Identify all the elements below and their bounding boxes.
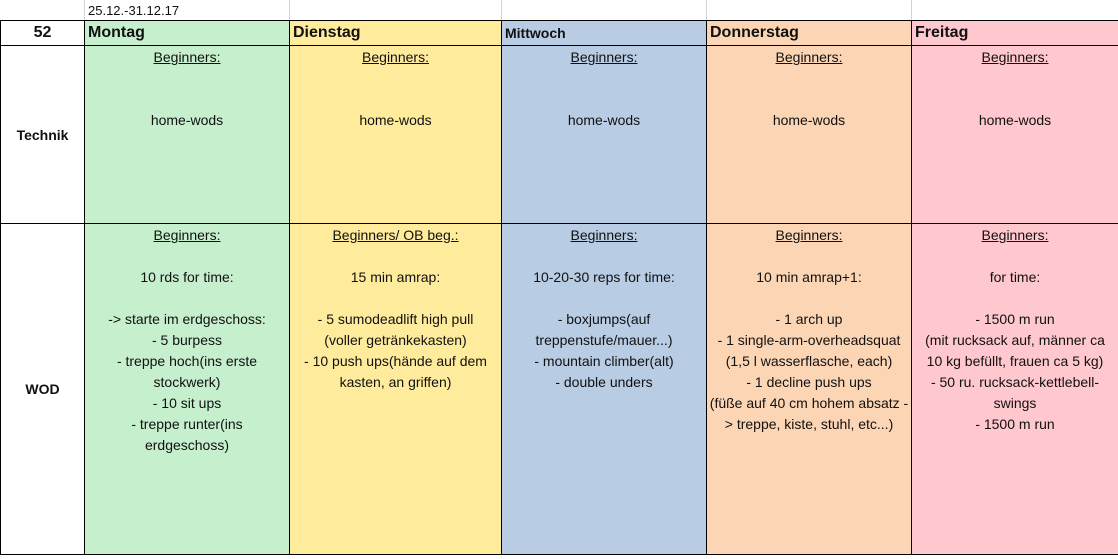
blank-line bbox=[290, 89, 501, 110]
blank-line bbox=[290, 68, 501, 89]
cell-text-line: - 10 sit ups bbox=[152, 395, 222, 411]
cell-text-line: (voller getränkekasten) bbox=[324, 332, 467, 348]
cell-text-line: > treppe, kiste, stuhl, etc...) bbox=[724, 416, 894, 432]
header-montag[interactable] bbox=[85, 21, 290, 46]
cell-title: Beginners: bbox=[981, 227, 1049, 243]
blank-line bbox=[502, 288, 706, 309]
day-label: Freitag bbox=[915, 24, 969, 41]
blank-line bbox=[707, 288, 911, 309]
row-label-wod[interactable] bbox=[1, 224, 85, 555]
row-label: Technik bbox=[16, 126, 69, 143]
cell-title: Beginners: bbox=[570, 227, 638, 243]
blank-line bbox=[502, 68, 706, 89]
header-freitag[interactable] bbox=[912, 21, 1118, 46]
cell-title: Beginners: bbox=[775, 227, 843, 243]
blank-line bbox=[707, 89, 911, 110]
cell-text-line: 10 rds for time: bbox=[140, 269, 234, 285]
blank-line bbox=[912, 68, 1118, 89]
technik-dienstag-cell[interactable] bbox=[290, 46, 502, 224]
cell-text-line: - 5 burpess bbox=[151, 332, 223, 348]
header-dienstag[interactable] bbox=[290, 21, 502, 46]
cell-text-line: 10 min amrap+1: bbox=[756, 269, 862, 285]
blank-line bbox=[85, 68, 289, 89]
cell-text-line: (1,5 l wasserflasche, each) bbox=[725, 353, 893, 369]
technik-freitag-cell[interactable] bbox=[912, 46, 1118, 224]
wod-mittwoch-cell[interactable] bbox=[502, 224, 707, 555]
header-donnerstag[interactable] bbox=[707, 21, 912, 46]
cell-text-line: - treppe runter(ins bbox=[131, 416, 243, 432]
blank-line bbox=[502, 246, 706, 267]
cell-text-line: stockwerk) bbox=[153, 374, 221, 390]
technik-donnerstag-cell[interactable] bbox=[707, 46, 912, 224]
cell-text-line: home-wods bbox=[567, 112, 641, 128]
date-range-cell[interactable] bbox=[85, 0, 290, 21]
week-number: 52 bbox=[33, 24, 52, 41]
day-label: Dienstag bbox=[293, 24, 361, 41]
blank-line bbox=[85, 89, 289, 110]
cell-text-line: - double unders bbox=[555, 374, 653, 390]
header-mittwoch[interactable] bbox=[502, 21, 707, 46]
cell-text-line: -> starte im erdgeschoss: bbox=[108, 311, 266, 327]
blank-line bbox=[85, 288, 289, 309]
technik-montag-cell[interactable] bbox=[85, 46, 290, 224]
blank-line bbox=[290, 288, 501, 309]
cell-title: Beginners: bbox=[153, 49, 221, 65]
cell-text-line: (füße auf 40 cm hohem absatz - bbox=[709, 395, 909, 411]
blank-line bbox=[912, 246, 1118, 267]
empty-cell[interactable] bbox=[290, 0, 502, 21]
blank-line bbox=[707, 68, 911, 89]
cell-text-line: - 50 ru. rucksack-kettlebell- bbox=[930, 374, 1100, 390]
blank-line bbox=[707, 246, 911, 267]
day-label: Mittwoch bbox=[505, 25, 566, 41]
cell-text-line: - 1 arch up bbox=[775, 311, 843, 327]
empty-cell[interactable] bbox=[502, 0, 707, 21]
cell-text-line: kasten, an griffen) bbox=[339, 374, 452, 390]
cell-text-line: (mit rucksack auf, männer ca bbox=[925, 332, 1105, 348]
cell-text-line: for time: bbox=[989, 269, 1041, 285]
cell-title: Beginners: bbox=[981, 49, 1049, 65]
cell-text-line: - 1500 m run bbox=[975, 416, 1055, 432]
cell-text-line: 10-20-30 reps for time: bbox=[533, 269, 675, 285]
cell-title: Beginners: bbox=[153, 227, 221, 243]
day-label: Donnerstag bbox=[710, 24, 799, 41]
cell-text-line: 15 min amrap: bbox=[350, 269, 441, 285]
row-label: WOD bbox=[25, 381, 60, 397]
week-number-cell[interactable] bbox=[1, 21, 85, 46]
blank-line bbox=[912, 288, 1118, 309]
cell-text-line: - 10 push ups(hände auf dem bbox=[304, 353, 487, 369]
cell-text-line: - treppe hoch(ins erste bbox=[116, 353, 258, 369]
cell-text-line: home-wods bbox=[150, 112, 224, 128]
cell-text-line: - 1 decline push ups bbox=[746, 374, 872, 390]
cell-text-line: home-wods bbox=[772, 112, 846, 128]
cell-text-line: 10 kg befüllt, frauen ca 5 kg) bbox=[926, 353, 1104, 369]
cell-text-line: swings bbox=[993, 395, 1037, 411]
wod-montag-cell[interactable] bbox=[85, 224, 290, 555]
cell-text-line: - 1 single-arm-overheadsquat bbox=[717, 332, 901, 348]
cell-text-line: - 1500 m run bbox=[975, 311, 1055, 327]
cell-text-line: treppenstufe/mauer...) bbox=[535, 332, 673, 348]
wod-dienstag-cell[interactable] bbox=[290, 224, 502, 555]
cell-title: Beginners/ OB beg.: bbox=[332, 227, 459, 243]
cell-text-line: - boxjumps(auf bbox=[557, 311, 651, 327]
technik-mittwoch-cell[interactable] bbox=[502, 46, 707, 224]
cell-text-line: home-wods bbox=[978, 112, 1052, 128]
cell-text-line: - mountain climber(alt) bbox=[534, 353, 674, 369]
cell-title: Beginners: bbox=[362, 49, 429, 65]
blank-line bbox=[502, 89, 706, 110]
empty-cell[interactable] bbox=[912, 0, 1118, 21]
corner-empty-cell[interactable] bbox=[1, 0, 85, 21]
wod-freitag-cell[interactable] bbox=[912, 224, 1118, 555]
cell-title: Beginners: bbox=[775, 49, 843, 65]
empty-cell[interactable] bbox=[707, 0, 912, 21]
blank-line bbox=[290, 246, 501, 267]
blank-line bbox=[85, 246, 289, 267]
row-label-technik[interactable] bbox=[1, 46, 85, 224]
cell-title: Beginners: bbox=[570, 49, 638, 65]
cell-text-line: home-wods bbox=[359, 112, 432, 128]
wod-donnerstag-cell[interactable] bbox=[707, 224, 912, 555]
date-range: 25.12.-31.12.17 bbox=[88, 2, 180, 18]
day-label: Montag bbox=[88, 24, 145, 41]
cell-text-line: erdgeschoss) bbox=[144, 437, 230, 453]
cell-text-line: - 5 sumodeadlift high pull bbox=[317, 311, 474, 327]
blank-line bbox=[912, 89, 1118, 110]
